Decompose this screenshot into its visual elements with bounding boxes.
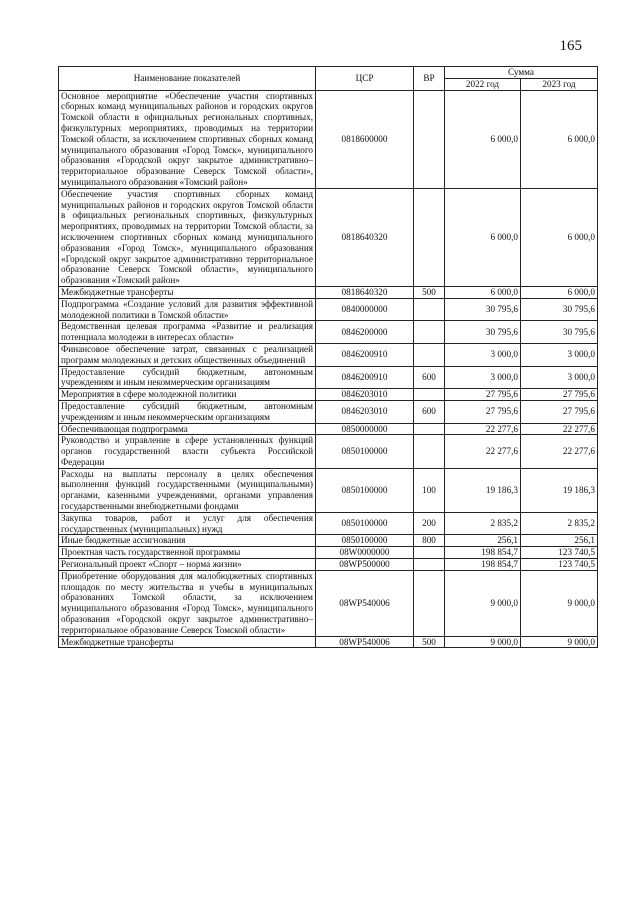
row-vr: 200 xyxy=(414,512,445,535)
row-csr: 0850100000 xyxy=(316,512,414,535)
row-vr xyxy=(414,547,445,559)
row-sum-2023: 27 795,6 xyxy=(521,389,598,401)
row-sum-2023: 6 000,0 xyxy=(521,286,598,298)
header-csr: ЦСР xyxy=(316,67,414,91)
row-vr: 800 xyxy=(414,535,445,547)
row-vr xyxy=(414,343,445,366)
row-csr: 0846200910 xyxy=(316,366,414,389)
row-vr xyxy=(414,389,445,401)
row-csr: 0850000000 xyxy=(316,423,414,435)
row-sum-2022: 27 795,6 xyxy=(445,400,521,423)
row-sum-2023: 30 795,6 xyxy=(521,298,598,321)
row-csr: 0850100000 xyxy=(316,468,414,512)
row-name: Межбюджетные трансферты xyxy=(59,636,316,648)
page-number: 165 xyxy=(559,38,582,54)
row-name: Мероприятия в сфере молодежной политики xyxy=(59,389,316,401)
row-name: Иные бюджетные ассигнования xyxy=(59,535,316,547)
row-sum-2022: 9 000,0 xyxy=(445,636,521,648)
table-row xyxy=(59,343,598,366)
row-name: Основное мероприятие «Обеспечение участия спортивных сборных команд муниципальных районов и городских округов Томской области в официальных региональных спортивных, физкультурных мероприятиях, проводимых на территории Томской области, за исключением спортивных сборных команд муниципального образования «Город Томск», муниципального образования «Городской округ закрытое административно–территориальное образование Северск Томской области», муниципального образования «Томский район» xyxy=(59,90,316,188)
row-name: Предоставление субсидий бюджетным, автономным учреждениям и иным некоммерческим организациям xyxy=(59,400,316,423)
table-row xyxy=(59,90,598,188)
row-name: Предоставление субсидий бюджетным, автономным учреждениям и иным некоммерческим организациям xyxy=(59,366,316,389)
header-name: Наименование показателей xyxy=(59,67,316,91)
row-sum-2022: 3 000,0 xyxy=(445,366,521,389)
row-sum-2023: 9 000,0 xyxy=(521,636,598,648)
row-vr xyxy=(414,435,445,468)
row-sum-2023: 3 000,0 xyxy=(521,343,598,366)
table-row xyxy=(59,570,598,636)
table-row xyxy=(59,298,598,321)
row-name: Региональный проект «Спорт – норма жизни» xyxy=(59,559,316,571)
table-row xyxy=(59,321,598,344)
table-body xyxy=(59,90,598,648)
table-row xyxy=(59,188,598,286)
row-name: Обеспечение участия спортивных сборных команд муниципальных районов и городских округов Томской области в официальных региональных спортивных, физкультурных мероприятиях, проводимых на территории Томской области, за исключением спортивных сборных команд муниципального образования «Город Томск», муниципального образования «Городской округ закрытое административно территориальное образование Северск Томской области», муниципального образования «Томский район» xyxy=(59,188,316,286)
row-name: Руководство и управление в сфере установленных функций органов государственной власти субъекта Российской Федерации xyxy=(59,435,316,468)
row-sum-2023: 123 740,5 xyxy=(521,559,598,571)
row-sum-2022: 30 795,6 xyxy=(445,298,521,321)
row-sum-2023: 2 835,2 xyxy=(521,512,598,535)
row-name: Подпрограмма «Создание условий для развития эффективной молодежной политики в Томской области» xyxy=(59,298,316,321)
row-name: Ведомственная целевая программа «Развитие и реализация потенциала молодежи в интересах области» xyxy=(59,321,316,344)
row-csr: 08WP540006 xyxy=(316,636,414,648)
row-vr xyxy=(414,90,445,188)
row-csr: 08WP540006 xyxy=(316,570,414,636)
row-sum-2022: 30 795,6 xyxy=(445,321,521,344)
table-row xyxy=(59,636,598,648)
row-sum-2023: 30 795,6 xyxy=(521,321,598,344)
row-csr: 0818640320 xyxy=(316,188,414,286)
row-sum-2023: 22 277,6 xyxy=(521,423,598,435)
row-sum-2022: 3 000,0 xyxy=(445,343,521,366)
table-row xyxy=(59,366,598,389)
header-year-2022: 2022 год xyxy=(445,78,521,90)
row-vr xyxy=(414,188,445,286)
row-sum-2022: 22 277,6 xyxy=(445,423,521,435)
row-csr: 0850100000 xyxy=(316,435,414,468)
row-csr: 08W0000000 xyxy=(316,547,414,559)
header-year-2023: 2023 год xyxy=(521,78,598,90)
row-vr: 600 xyxy=(414,400,445,423)
table-row xyxy=(59,389,598,401)
row-name: Финансовое обеспечение затрат, связанных с реализацией программ молодежных и детских общественных объединений xyxy=(59,343,316,366)
row-sum-2023: 22 277,6 xyxy=(521,435,598,468)
row-sum-2022: 27 795,6 xyxy=(445,389,521,401)
row-csr: 0818640320 xyxy=(316,286,414,298)
row-name: Закупка товаров, работ и услуг для обеспечения государственных (муниципальных) нужд xyxy=(59,512,316,535)
row-csr: 0846203010 xyxy=(316,400,414,423)
row-sum-2022: 6 000,0 xyxy=(445,188,521,286)
row-name: Приобретение оборудования для малобюджетных спортивных площадок по месту жительства и учебы в муниципальных образованиях Томской области, за исключением муниципального образования «Город Томск», муниципального образования «Городской округ закрытое административно–территориальное образование Северск Томской области» xyxy=(59,570,316,636)
row-sum-2023: 123 740,5 xyxy=(521,547,598,559)
budget-table xyxy=(58,66,598,648)
row-sum-2023: 256,1 xyxy=(521,535,598,547)
table-row xyxy=(59,535,598,547)
row-name: Обеспечивающая подпрограмма xyxy=(59,423,316,435)
table-row xyxy=(59,547,598,559)
row-csr: 0846200000 xyxy=(316,321,414,344)
row-sum-2022: 6 000,0 xyxy=(445,90,521,188)
row-name: Проектная часть государственной программы xyxy=(59,547,316,559)
row-sum-2023: 3 000,0 xyxy=(521,366,598,389)
table-row xyxy=(59,559,598,571)
row-vr xyxy=(414,423,445,435)
row-sum-2022: 2 835,2 xyxy=(445,512,521,535)
row-vr: 100 xyxy=(414,468,445,512)
row-sum-2023: 19 186,3 xyxy=(521,468,598,512)
row-csr: 0846203010 xyxy=(316,389,414,401)
row-vr xyxy=(414,559,445,571)
row-vr xyxy=(414,298,445,321)
header-sum: Сумма xyxy=(445,67,598,79)
row-vr: 600 xyxy=(414,366,445,389)
header-vr: ВР xyxy=(414,67,445,91)
row-vr: 500 xyxy=(414,636,445,648)
row-vr xyxy=(414,570,445,636)
row-sum-2022: 9 000,0 xyxy=(445,570,521,636)
row-sum-2023: 27 795,6 xyxy=(521,400,598,423)
row-sum-2022: 198 854,7 xyxy=(445,547,521,559)
row-csr: 0840000000 xyxy=(316,298,414,321)
row-vr xyxy=(414,321,445,344)
row-csr: 0846200910 xyxy=(316,343,414,366)
row-csr: 08WP500000 xyxy=(316,559,414,571)
table-row xyxy=(59,468,598,512)
row-csr: 0850100000 xyxy=(316,535,414,547)
row-sum-2023: 6 000,0 xyxy=(521,188,598,286)
row-csr: 0818600000 xyxy=(316,90,414,188)
row-sum-2022: 6 000,0 xyxy=(445,286,521,298)
row-sum-2022: 22 277,6 xyxy=(445,435,521,468)
table-row xyxy=(59,435,598,468)
table-row xyxy=(59,512,598,535)
row-name: Межбюджетные трансферты xyxy=(59,286,316,298)
row-sum-2022: 19 186,3 xyxy=(445,468,521,512)
table-row xyxy=(59,286,598,298)
row-sum-2022: 256,1 xyxy=(445,535,521,547)
row-sum-2023: 6 000,0 xyxy=(521,90,598,188)
row-sum-2023: 9 000,0 xyxy=(521,570,598,636)
table-row xyxy=(59,423,598,435)
table-row xyxy=(59,400,598,423)
row-vr: 500 xyxy=(414,286,445,298)
row-name: Расходы на выплаты персоналу в целях обеспечения выполнения функций государственными (муниципальными) органами, казенными учреждениями, органами управления государственными внебюджетными фондами xyxy=(59,468,316,512)
row-sum-2022: 198 854,7 xyxy=(445,559,521,571)
